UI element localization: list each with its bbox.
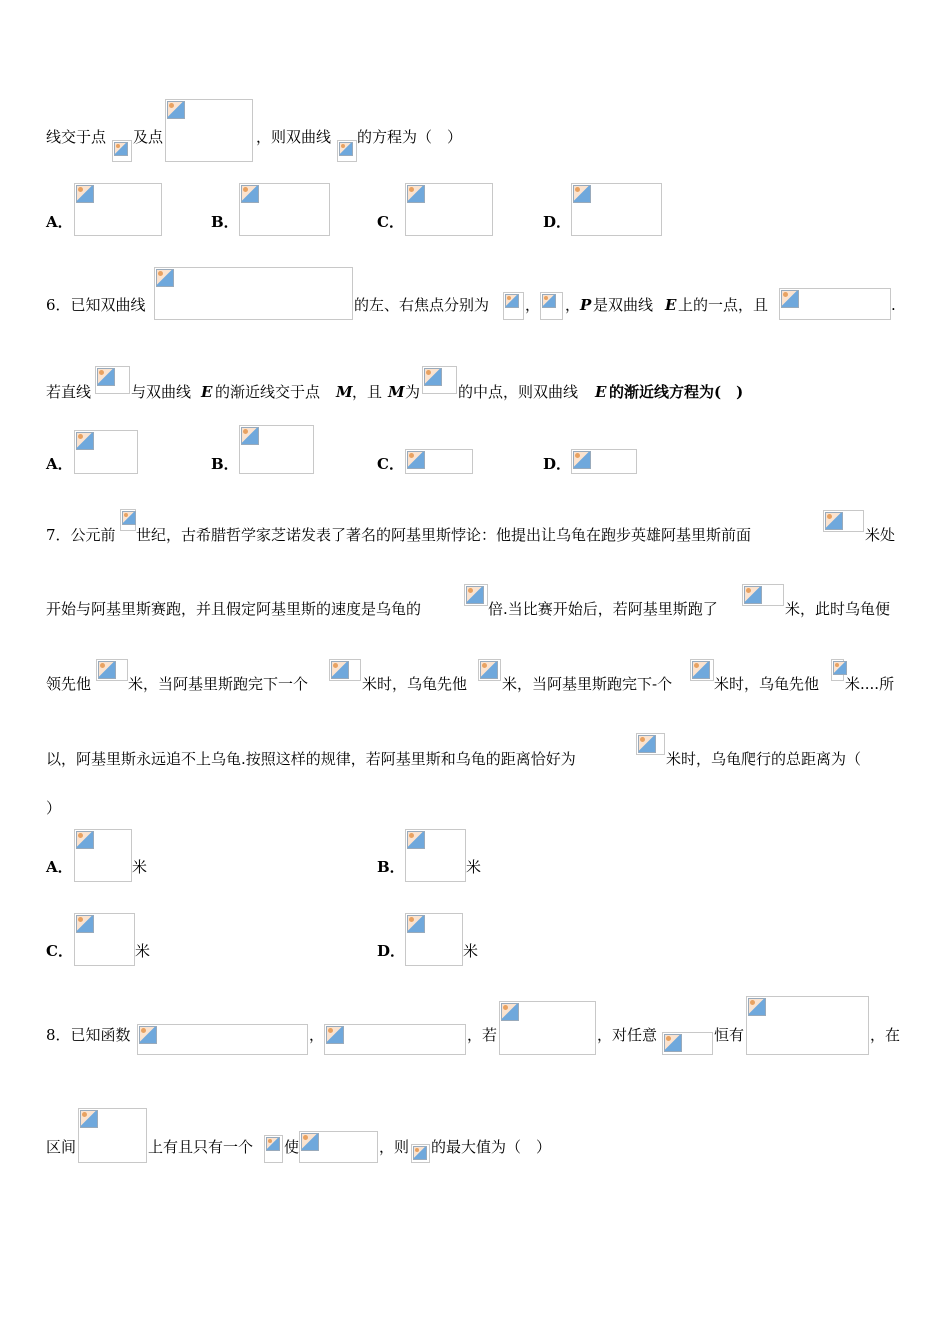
q8-text-8: 上有且只有一个 xyxy=(148,1138,254,1156)
formula-image xyxy=(96,659,128,681)
q8-text-9: 使 xyxy=(284,1138,300,1156)
formula-image xyxy=(422,366,457,394)
formula-image xyxy=(779,288,891,320)
q7-option-d-image xyxy=(405,913,463,966)
q7-option-a-image xyxy=(74,829,132,882)
q6-option-b-image xyxy=(239,425,314,474)
formula-image xyxy=(831,659,844,681)
q6-text-11: ，且 xyxy=(352,383,383,401)
formula-image xyxy=(690,659,714,681)
q6-option-d-image xyxy=(571,449,637,474)
q8-text-2: ， xyxy=(309,1026,325,1044)
formula-image xyxy=(329,659,361,681)
q6-text-12: 为 xyxy=(405,383,421,401)
q7-text-12: 米....所 xyxy=(845,675,895,693)
formula-image xyxy=(742,584,784,606)
q7-text-8: 米，当阿基里斯跑完下一个 xyxy=(128,675,309,693)
q6-var-e3: E xyxy=(595,383,607,401)
q6-text-7: . xyxy=(891,296,896,314)
q7-text-13: 以，阿基里斯永远追不上乌龟.按照这样的规律，若阿基里斯和乌龟的距离恰好为 xyxy=(46,750,576,768)
q7-text-3: 米处 xyxy=(865,526,896,544)
formula-image xyxy=(411,1144,430,1163)
q7-option-c-label: C． xyxy=(46,942,73,960)
q7-option-c-unit: 米 xyxy=(135,942,151,960)
q7-text-7: 领先他 xyxy=(46,675,92,693)
q6-text-4: ， xyxy=(565,296,581,314)
q7-text-4: 开始与阿基里斯赛跑，并且假定阿基里斯的速度是乌龟的 xyxy=(46,600,422,618)
q6-option-b-label: B． xyxy=(211,455,239,473)
q7-text-11: 米时，乌龟先他 xyxy=(714,675,820,693)
formula-image xyxy=(154,267,353,320)
q7-option-d-unit: 米 xyxy=(463,942,479,960)
q6-text-10: 的渐近线交于点 xyxy=(215,383,321,401)
formula-image xyxy=(746,996,869,1055)
q8-text-5: 恒有 xyxy=(714,1026,745,1044)
q8-text-6: ，在 xyxy=(870,1026,901,1044)
q7-option-d-label: D． xyxy=(377,942,406,960)
formula-image xyxy=(95,366,130,394)
q7-text-5: 倍.当比赛开始后，若阿基里斯跑了 xyxy=(488,600,718,618)
formula-image xyxy=(464,584,488,606)
q8-text-4: ，对任意 xyxy=(597,1026,658,1044)
formula-image xyxy=(636,733,665,755)
q7-option-a-unit: 米 xyxy=(132,858,148,876)
q7-text-6: 米，此时乌龟便 xyxy=(785,600,891,618)
q7-text-2: 世纪，古希腊哲学家芝诺发表了著名的阿基里斯悖论：他提出让乌龟在跑步英雄阿基里斯前面 xyxy=(136,526,752,544)
q6-var-m: M xyxy=(336,383,353,401)
q6-text-2: 的左、右焦点分别为 xyxy=(354,296,490,314)
q6-option-a-image xyxy=(74,430,138,474)
q6-var-e: E xyxy=(665,296,677,314)
q7-text-1: 7．公元前 xyxy=(46,526,116,544)
q8-text-1: 8．已知函数 xyxy=(46,1026,131,1044)
q6-option-c-label: C． xyxy=(377,455,404,473)
q6-text-6: 上的一点，且 xyxy=(678,296,769,314)
q6-option-a-label: A． xyxy=(46,455,73,473)
formula-image xyxy=(823,510,864,532)
q5-text-2: 及点 xyxy=(133,128,164,146)
q6-text-3: ， xyxy=(525,296,541,314)
formula-image xyxy=(78,1108,147,1163)
q6-option-c-image xyxy=(405,449,473,474)
q5-text-4: 的方程为（ ） xyxy=(357,128,463,146)
formula-image xyxy=(499,1001,596,1055)
q7-text-14: 米时，乌龟爬行的总距离为（ xyxy=(666,750,862,768)
q6-text-8: 若直线 xyxy=(46,383,92,401)
formula-image xyxy=(120,509,136,531)
q5-option-b-label: B． xyxy=(211,213,239,231)
q6-var-p: P xyxy=(580,296,592,314)
q6-var-e2: E xyxy=(201,383,213,401)
q7-option-b-unit: 米 xyxy=(466,858,482,876)
q5-option-d-label: D． xyxy=(543,213,572,231)
q7-text-10: 米，当阿基里斯跑完下-个 xyxy=(502,675,673,693)
q5-option-d-image xyxy=(571,183,662,236)
q5-option-b-image xyxy=(239,183,330,236)
formula-image xyxy=(503,292,524,320)
formula-image xyxy=(264,1135,283,1163)
q6-text-1: 6．已知双曲线 xyxy=(46,296,146,314)
formula-image xyxy=(662,1032,713,1055)
q5-option-c-label: C． xyxy=(377,213,404,231)
q5-option-a-label: A． xyxy=(46,213,73,231)
q8-text-7: 区间 xyxy=(46,1138,77,1156)
formula-image xyxy=(478,659,501,681)
q6-text-13: 的中点，则双曲线 xyxy=(458,383,579,401)
formula-image xyxy=(165,99,253,162)
formula-image xyxy=(540,292,563,320)
q6-var-m2: M xyxy=(388,383,405,401)
q5-option-c-image xyxy=(405,183,493,236)
formula-image xyxy=(299,1131,378,1163)
q7-text-15: ） xyxy=(46,799,62,817)
q6-text-14: 的渐近线方程为( ) xyxy=(609,383,744,401)
q7-text-9: 米时，乌龟先他 xyxy=(362,675,468,693)
q7-option-b-label: B． xyxy=(377,858,405,876)
q6-text-5: 是双曲线 xyxy=(593,296,654,314)
q6-text-9: 与双曲线 xyxy=(131,383,192,401)
q5-text-3: ，则双曲线 xyxy=(256,128,332,146)
formula-image xyxy=(112,140,132,162)
q6-option-d-label: D． xyxy=(543,455,572,473)
q8-text-11: 的最大值为（ ） xyxy=(431,1138,552,1156)
formula-image xyxy=(324,1024,466,1055)
q8-text-10: ，则 xyxy=(379,1138,410,1156)
formula-image xyxy=(137,1024,308,1055)
q7-option-c-image xyxy=(74,913,135,966)
q8-text-3: ，若 xyxy=(467,1026,498,1044)
q7-option-b-image xyxy=(405,829,466,882)
q5-text-1: 线交于点 xyxy=(46,128,107,146)
formula-image xyxy=(337,140,357,162)
q7-option-a-label: A． xyxy=(46,858,73,876)
q5-option-a-image xyxy=(74,183,162,236)
